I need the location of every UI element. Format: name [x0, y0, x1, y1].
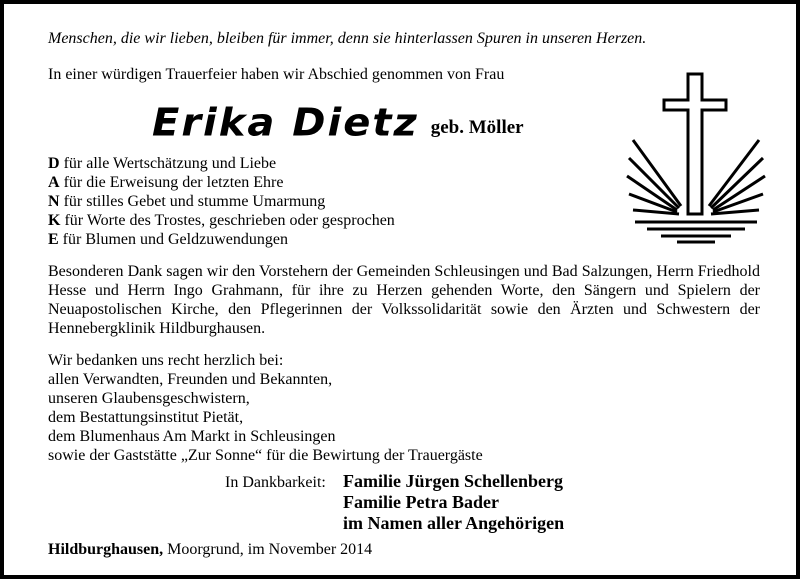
- thanks-recipient: allen Verwandten, Freunden und Bekannten,: [48, 371, 333, 388]
- thanks-recipient: unseren Glaubensgeschwistern,: [48, 390, 250, 407]
- thanks-recipient: dem Blumenhaus Am Markt in Schleusingen: [48, 428, 336, 445]
- place-date: [48, 541, 372, 559]
- motto-quote: Menschen, die wir lieben, bleiben für immer, denn sie hinterlassen Spuren in unseren Herzen.: [48, 30, 647, 47]
- acrostic-text: für stilles Gebet und stumme Umarmung: [59, 193, 326, 210]
- deceased-name-row: [152, 100, 524, 146]
- acrostic-text: für die Erweisung der letzten Ehre: [59, 174, 284, 191]
- cross-with-sunrise-icon: [621, 66, 771, 246]
- acrostic-item: [48, 154, 395, 173]
- acrostic-letter: A: [48, 174, 60, 191]
- signature-families: [343, 471, 564, 534]
- acrostic-text: für Worte des Trostes, geschrieben oder gesprochen: [60, 212, 395, 229]
- acrostic-item: [48, 230, 395, 249]
- thanks-intro: Wir bedanken uns recht herzlich bei:: [48, 352, 284, 369]
- place-name: Hildburghausen,: [48, 541, 164, 558]
- acrostic-text: für alle Wertschätzung und Liebe: [59, 155, 277, 172]
- acrostic-letter: D: [48, 155, 60, 172]
- acrostic-letter: N: [48, 193, 60, 210]
- deceased-name: Erika Dietz: [152, 101, 419, 145]
- acrostic-item: [48, 173, 395, 192]
- place-date-rest: Moorgrund, im November 2014: [163, 541, 373, 558]
- thanks-recipient: dem Bestattungsinstitut Pietät,: [48, 409, 244, 426]
- intro-line: In einer würdigen Trauerfeier haben wir Abschied genommen von Frau: [48, 66, 505, 83]
- acrostic-item: [48, 192, 395, 211]
- birth-name: geb. Möller: [430, 117, 524, 138]
- acrostic-thanks-list: [48, 154, 395, 249]
- acrostic-letter: E: [48, 231, 59, 248]
- acrostic-text: für Blumen und Geldzuwendungen: [58, 231, 288, 248]
- thanks-recipients: [48, 351, 483, 465]
- signature-label: In Dankbarkeit:: [225, 474, 326, 491]
- family-name: im Namen aller Angehörigen: [343, 513, 565, 533]
- acrostic-item: [48, 211, 395, 230]
- family-name: Familie Jürgen Schellenberg: [343, 471, 563, 491]
- thanks-recipient: sowie der Gaststätte „Zur Sonne“ für die Bewirtung der Trauergäste: [48, 447, 483, 464]
- family-name: Familie Petra Bader: [343, 492, 499, 512]
- acrostic-letter: K: [48, 212, 61, 229]
- special-thanks-paragraph: Besonderen Dank sagen wir den Vorstehern der Gemeinden Schleusingen und Bad Salzungen, Herrn Friedhold Hesse und Herrn Ingo Grahmann, für ihre zu Herzen gehenden Worte, den Sängern und Spielern der Neuapostolischen Kirche, den Pflegerinnen der Volkssolidarität sowie den Ärzten und Schwestern der Hennebergklinik Hildburghausen.: [48, 263, 760, 337]
